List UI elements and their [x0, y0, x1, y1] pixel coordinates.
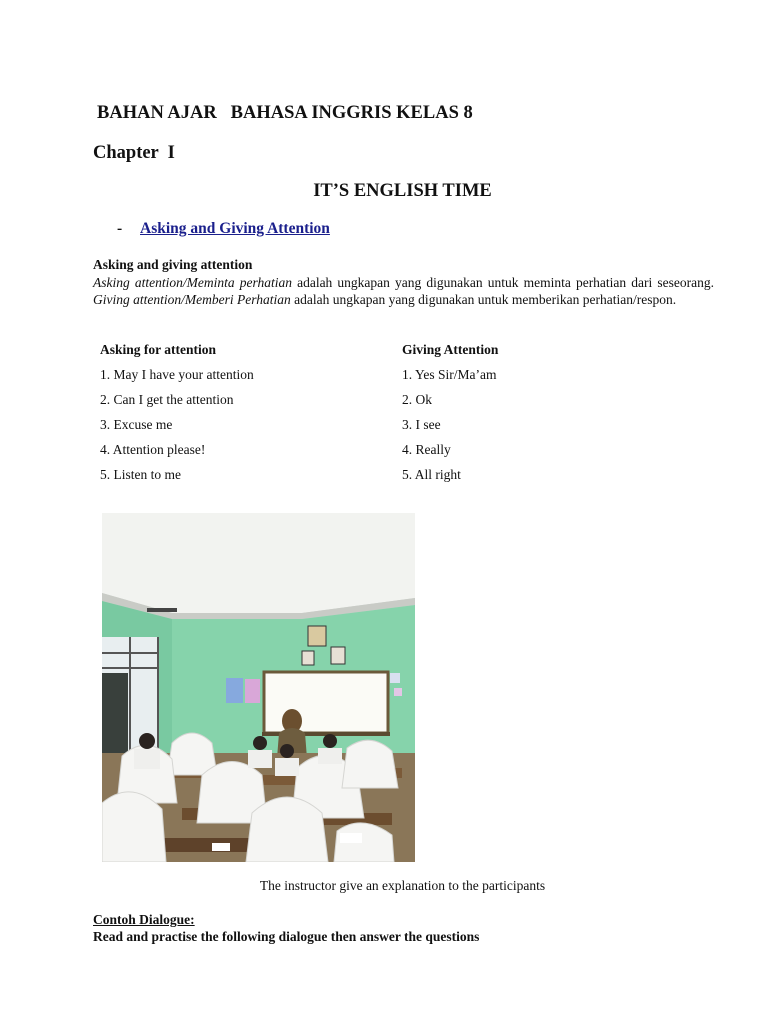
topic-list-item [117, 220, 330, 238]
table-row [93, 362, 702, 387]
asking-expression: 4. Attention please! [100, 441, 206, 457]
giving-definition: adalah ungkapan yang digunakan untuk memberikan perhatian/respon. [290, 292, 677, 307]
column-header-giving: Giving Attention [402, 342, 499, 357]
classroom-photo [102, 513, 415, 862]
table-row [93, 387, 702, 412]
attention-expressions-table [93, 338, 702, 487]
table-row [93, 462, 702, 487]
dialogue-instruction: Read and practise the following dialogue then answer the questions [93, 929, 480, 944]
classroom-illustration [102, 513, 415, 862]
asking-expression: 2. Can I get the attention [100, 391, 234, 407]
giving-expression: 5. All right [402, 466, 461, 482]
asking-term: Asking attention/Meminta perhatian [93, 275, 292, 290]
dialogue-heading: Contoh Dialogue: [93, 912, 195, 927]
section-paragraph [93, 274, 714, 308]
asking-definition: adalah ungkapan yang digunakan untuk meminta perhatian dari seseorang. [291, 275, 714, 290]
asking-expression: 5. Listen to me [100, 466, 181, 482]
asking-expression: 3. Excuse me [100, 416, 173, 432]
section-heading: Asking and giving attention [93, 257, 253, 272]
table-header-row [93, 338, 702, 362]
table-row [93, 412, 702, 437]
asking-expression: 1. May I have your attention [100, 366, 254, 382]
figure-caption: The instructor give an explanation to the participants [259, 878, 546, 893]
table-row [93, 437, 702, 462]
giving-expression: 1. Yes Sir/Ma’am [402, 366, 497, 382]
giving-expression: 3. I see [402, 416, 441, 432]
topic-link[interactable]: Asking and Giving Attention [140, 220, 330, 237]
column-header-asking: Asking for attention [100, 342, 217, 357]
giving-expression: 2. Ok [402, 391, 432, 407]
chapter-subtitle: IT’S ENGLISH TIME [313, 181, 492, 201]
chapter-heading: Chapter I [93, 143, 175, 163]
topic-bullet: - [117, 220, 123, 237]
document-title: BAHAN AJAR BAHASA INGGRIS KELAS 8 [97, 103, 473, 123]
giving-expression: 4. Really [402, 441, 451, 457]
giving-term: Giving attention/Memberi Perhatian [93, 292, 291, 307]
